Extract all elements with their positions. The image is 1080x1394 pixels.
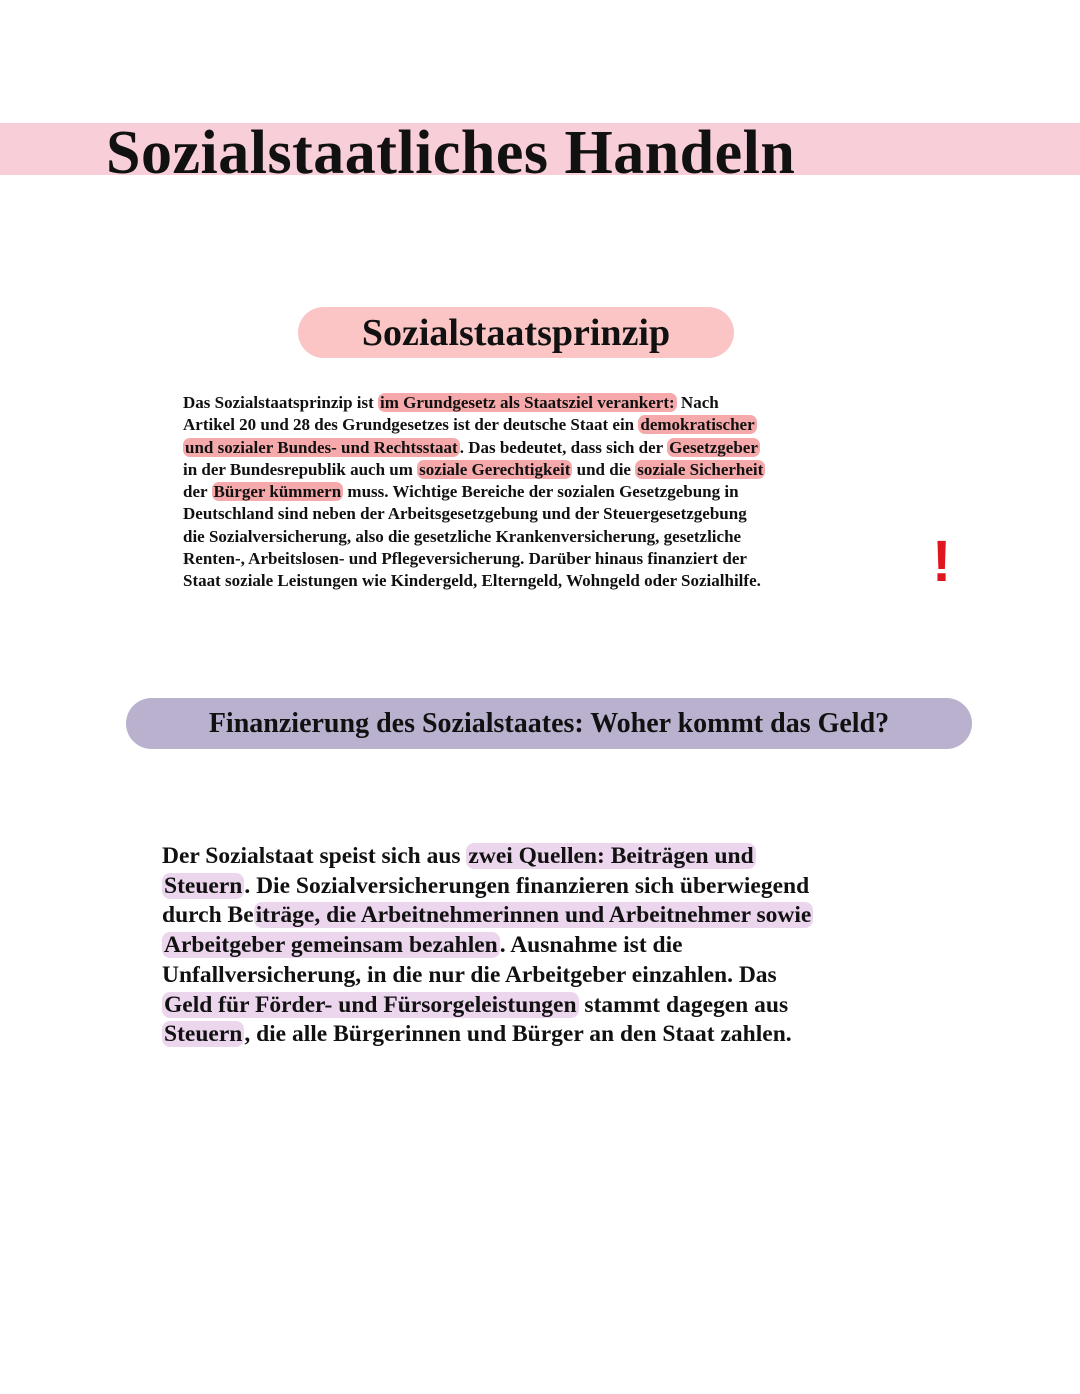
text-line <box>162 842 813 872</box>
text-line <box>162 961 813 991</box>
text-segment: Deutschland sind neben der Arbeitsgesetzgebung und der Steuergesetzgebung <box>183 504 747 524</box>
text-segment: der <box>183 482 212 502</box>
text-segment: die Sozialversicherung, also die gesetzliche Krankenversicherung, gesetzliche <box>183 526 742 546</box>
highlighted-text: im Grundgesetz als Staatsziel verankert: <box>380 393 675 412</box>
text-line <box>183 392 765 414</box>
highlighted-text: soziale Gerechtigkeit <box>419 459 571 479</box>
text-segment: muss. Wichtige Bereiche der sozialen Gesetzgebung in <box>343 482 739 502</box>
text-line <box>183 459 765 481</box>
text-segment: Renten-, Arbeitslosen- und Pflegeversicherung. Darüber hinaus finanziert der <box>183 549 747 569</box>
text-line <box>183 526 765 548</box>
text-segment: Staat soziale Leistungen wie Kindergeld, Elterngeld, Wohngeld oder Sozialhilfe. <box>183 571 761 591</box>
text-line <box>162 931 813 961</box>
section-heading-finanzierung <box>126 698 972 749</box>
text-line <box>162 901 813 931</box>
section-heading-text: Sozialstaatsprinzip <box>361 311 671 354</box>
page-title: Sozialstaatliches Handeln <box>106 119 796 187</box>
text-line <box>162 1020 813 1050</box>
highlighted-text: zwei Quellen: Beiträgen und <box>468 843 754 869</box>
text-segment: Nach <box>676 393 719 412</box>
text-segment: und die <box>572 459 636 479</box>
text-segment: . Die Sozialversicherungen finanzieren sich überwiegend <box>244 872 810 899</box>
highlighted-text: Steuern <box>164 1021 243 1048</box>
text-line <box>183 570 765 592</box>
paragraph-sozialstaatsprinzip <box>183 392 765 593</box>
text-line <box>183 548 765 570</box>
section-heading-sozialstaatsprinzip <box>298 307 734 358</box>
text-segment: . Das bedeutet, dass sich der <box>459 437 668 457</box>
highlighted-text: und sozialer Bundes- und Rechtsstaat <box>185 437 458 457</box>
highlighted-text: Gesetzgeber <box>669 437 758 457</box>
exclamation-icon: ! <box>932 529 952 594</box>
text-segment: stammt dagegen aus <box>578 991 789 1018</box>
highlighted-text: soziale Sicherheit <box>637 459 764 479</box>
text-line <box>183 437 765 459</box>
paragraph-finanzierung <box>162 842 813 1050</box>
text-line <box>162 872 813 902</box>
text-segment: Der Sozialstaat speist sich aus <box>162 843 467 869</box>
text-segment: Unfallversicherung, in die nur die Arbeitgeber einzahlen. Das <box>162 961 777 988</box>
text-segment: Artikel 20 und 28 des Grundgesetzes ist der deutsche Staat ein <box>183 415 639 435</box>
text-segment: Das Sozialstaatsprinzip ist <box>183 393 379 412</box>
text-segment: , die alle Bürgerinnen und Bürger an den Staat zahlen. <box>244 1021 792 1048</box>
text-segment: . Ausnahme ist die <box>499 932 683 959</box>
text-line <box>183 481 765 503</box>
highlighted-text: Bürger kümmern <box>213 482 342 502</box>
text-line <box>183 503 765 525</box>
highlighted-text: Arbeitgeber gemeinsam bezahlen <box>164 932 498 959</box>
highlighted-text: Steuern <box>164 872 243 899</box>
section-heading-text: Finanzierung des Sozialstaates: Woher kommt das Geld? <box>208 707 890 739</box>
highlighted-text: demokratischer <box>640 415 755 435</box>
text-segment: in der Bundesrepublik auch um <box>183 459 418 479</box>
text-line <box>162 991 813 1021</box>
text-line <box>183 414 765 436</box>
text-segment: durch Be <box>162 902 254 929</box>
highlighted-text: Geld für Förder- und Fürsorgeleistungen <box>164 991 577 1018</box>
highlighted-text: iträge, die Arbeitnehmerinnen und Arbeitnehmer sowie <box>255 902 812 929</box>
